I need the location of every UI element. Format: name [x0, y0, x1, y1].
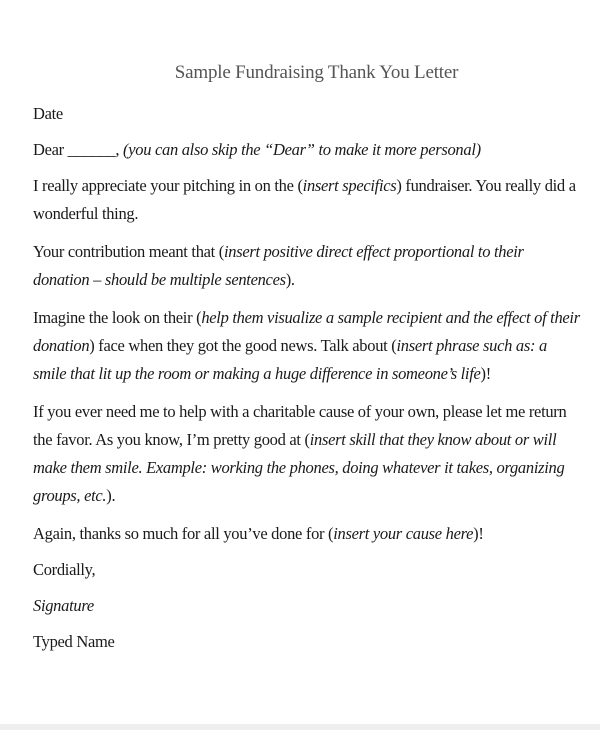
salutation	[33, 136, 580, 164]
paragraph-text: I really appreciate your pitching in on the (	[33, 176, 303, 195]
salutation-note: (you can also skip the “Dear” to make it more personal)	[119, 140, 481, 159]
page-bottom-strip	[0, 724, 600, 730]
placeholder-text: insert your cause here	[333, 524, 474, 543]
paragraph-imagine	[33, 304, 580, 388]
paragraph-return-favor	[33, 398, 580, 510]
typed-name: Typed Name	[33, 632, 115, 651]
paragraph-text: Imagine the look on their (	[33, 308, 202, 327]
closing: Cordially,	[33, 560, 96, 579]
paragraph-thanks	[33, 520, 580, 548]
paragraph-contribution	[33, 238, 580, 294]
paragraph-text: ).	[285, 270, 295, 289]
date-line: Date	[33, 104, 63, 123]
placeholder-text: insert phrase such as: a smile that lit up the room or making a huge difference in someone’s life	[33, 336, 547, 383]
paragraph-text: ).	[106, 486, 116, 505]
placeholder-text: insert positive direct effect proportional to their donation – should be multiple sentences	[33, 242, 524, 289]
paragraph-text: ) face when they got the good news. Talk about (	[89, 336, 397, 355]
document-title: Sample Fundraising Thank You Letter	[174, 62, 459, 83]
paragraph-text: )!	[473, 524, 484, 543]
paragraph-text: ) fundraiser. You really did a wonderful thing.	[33, 176, 576, 223]
placeholder-text: help them visualize a sample recipient and the effect of their donation	[33, 308, 580, 355]
placeholder-text: insert specifics	[302, 176, 397, 195]
salutation-text: Dear ______,	[33, 140, 120, 159]
paragraph-text: Your contribution meant that (	[33, 242, 224, 261]
paragraph-appreciation	[33, 172, 580, 228]
signature: Signature	[33, 596, 94, 615]
paragraph-text: If you ever need me to help with a charitable cause of your own, please let me return the favor. As you know, I’m pretty good at (	[33, 402, 567, 449]
placeholder-text: insert skill that they know about or will make them smile. Example: working the phones, doing whatever it takes, organizing groups, etc.	[33, 430, 565, 505]
paragraph-text: )!	[480, 364, 491, 383]
paragraph-text: Again, thanks so much for all you’ve done for (	[33, 524, 334, 543]
